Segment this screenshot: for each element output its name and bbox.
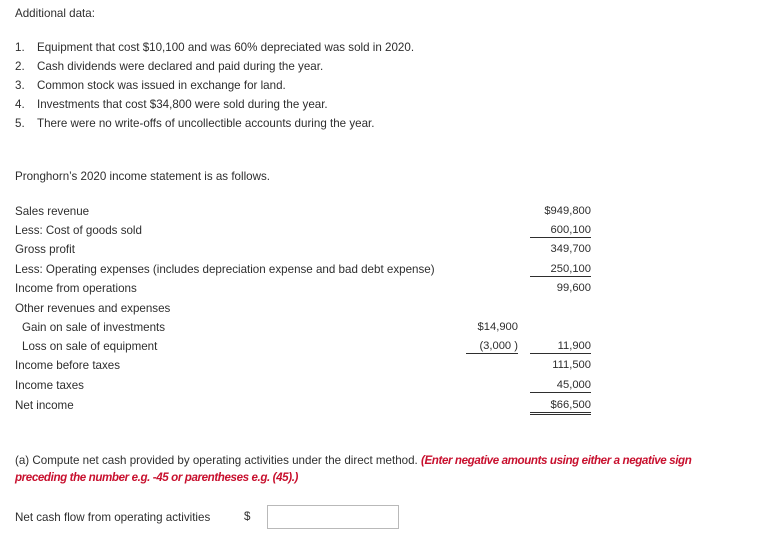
value-cogs: 600,100 — [530, 224, 591, 238]
answer-label: Net cash flow from operating activities — [15, 511, 211, 524]
value-income-before-taxes: 111,500 — [552, 359, 591, 371]
value-sales-revenue: $949,800 — [544, 205, 591, 217]
list-item — [15, 60, 323, 73]
list-item — [15, 79, 286, 92]
net-cash-flow-input[interactable] — [267, 505, 399, 529]
row-label-income-from-operations: Income from operations — [15, 282, 137, 295]
list-number: 4. — [15, 98, 25, 111]
row-label-net-income: Net income — [15, 399, 74, 412]
value-operating-expenses: 250,100 — [530, 263, 591, 277]
value-loss-on-equipment: (3,000 ) — [466, 340, 518, 354]
question-text — [15, 454, 691, 467]
row-label-gain-on-investments: Gain on sale of investments — [22, 321, 166, 334]
list-text: There were no write-offs of uncollectible accounts during the year. — [37, 117, 375, 130]
currency-symbol: $ — [244, 510, 251, 523]
list-item — [15, 41, 414, 54]
row-label-cogs: Less: Cost of goods sold — [15, 224, 142, 237]
row-label-income-before-taxes: Income before taxes — [15, 359, 121, 372]
row-label-loss-on-equipment: Loss on sale of equipment — [22, 340, 158, 353]
list-item — [15, 117, 374, 130]
value-gain-on-investments: $14,900 — [477, 321, 518, 333]
row-label-income-taxes: Income taxes — [15, 379, 84, 392]
value-net-income: $66,500 — [530, 399, 591, 415]
list-text: Common stock was issued in exchange for land. — [37, 79, 286, 92]
value-other-net: 11,900 — [530, 340, 591, 354]
list-number: 2. — [15, 60, 25, 73]
row-label-other-revenues: Other revenues and expenses — [15, 302, 171, 315]
list-text: Investments that cost $34,800 were sold during the year. — [37, 98, 328, 111]
row-label-gross-profit: Gross profit — [15, 243, 75, 256]
list-number: 3. — [15, 79, 25, 92]
value-income-taxes: 45,000 — [530, 379, 591, 393]
value-gross-profit: 349,700 — [550, 243, 591, 255]
question-prefix: (a) Compute net cash provided by operating activities under the direct method. — [15, 454, 418, 467]
list-number: 5. — [15, 117, 25, 130]
income-statement-intro: Pronghorn’s 2020 income statement is as follows. — [15, 170, 270, 183]
row-label-sales-revenue: Sales revenue — [15, 205, 90, 218]
row-label-operating-expenses: Less: Operating expenses (includes depreciation expense and bad debt expense) — [15, 263, 435, 276]
additional-data-heading: Additional data: — [15, 7, 95, 20]
list-number: 1. — [15, 41, 25, 54]
question-instruction-line2: preceding the number e.g. -45 or parentheses e.g. (45).) — [15, 471, 298, 484]
list-text: Cash dividends were declared and paid during the year. — [37, 60, 324, 73]
list-item — [15, 98, 328, 111]
list-text: Equipment that cost $10,100 and was 60% depreciated was sold in 2020. — [37, 41, 415, 54]
question-instruction-line1: (Enter negative amounts using either a negative sign — [421, 454, 692, 467]
value-income-from-operations: 99,600 — [556, 282, 591, 294]
